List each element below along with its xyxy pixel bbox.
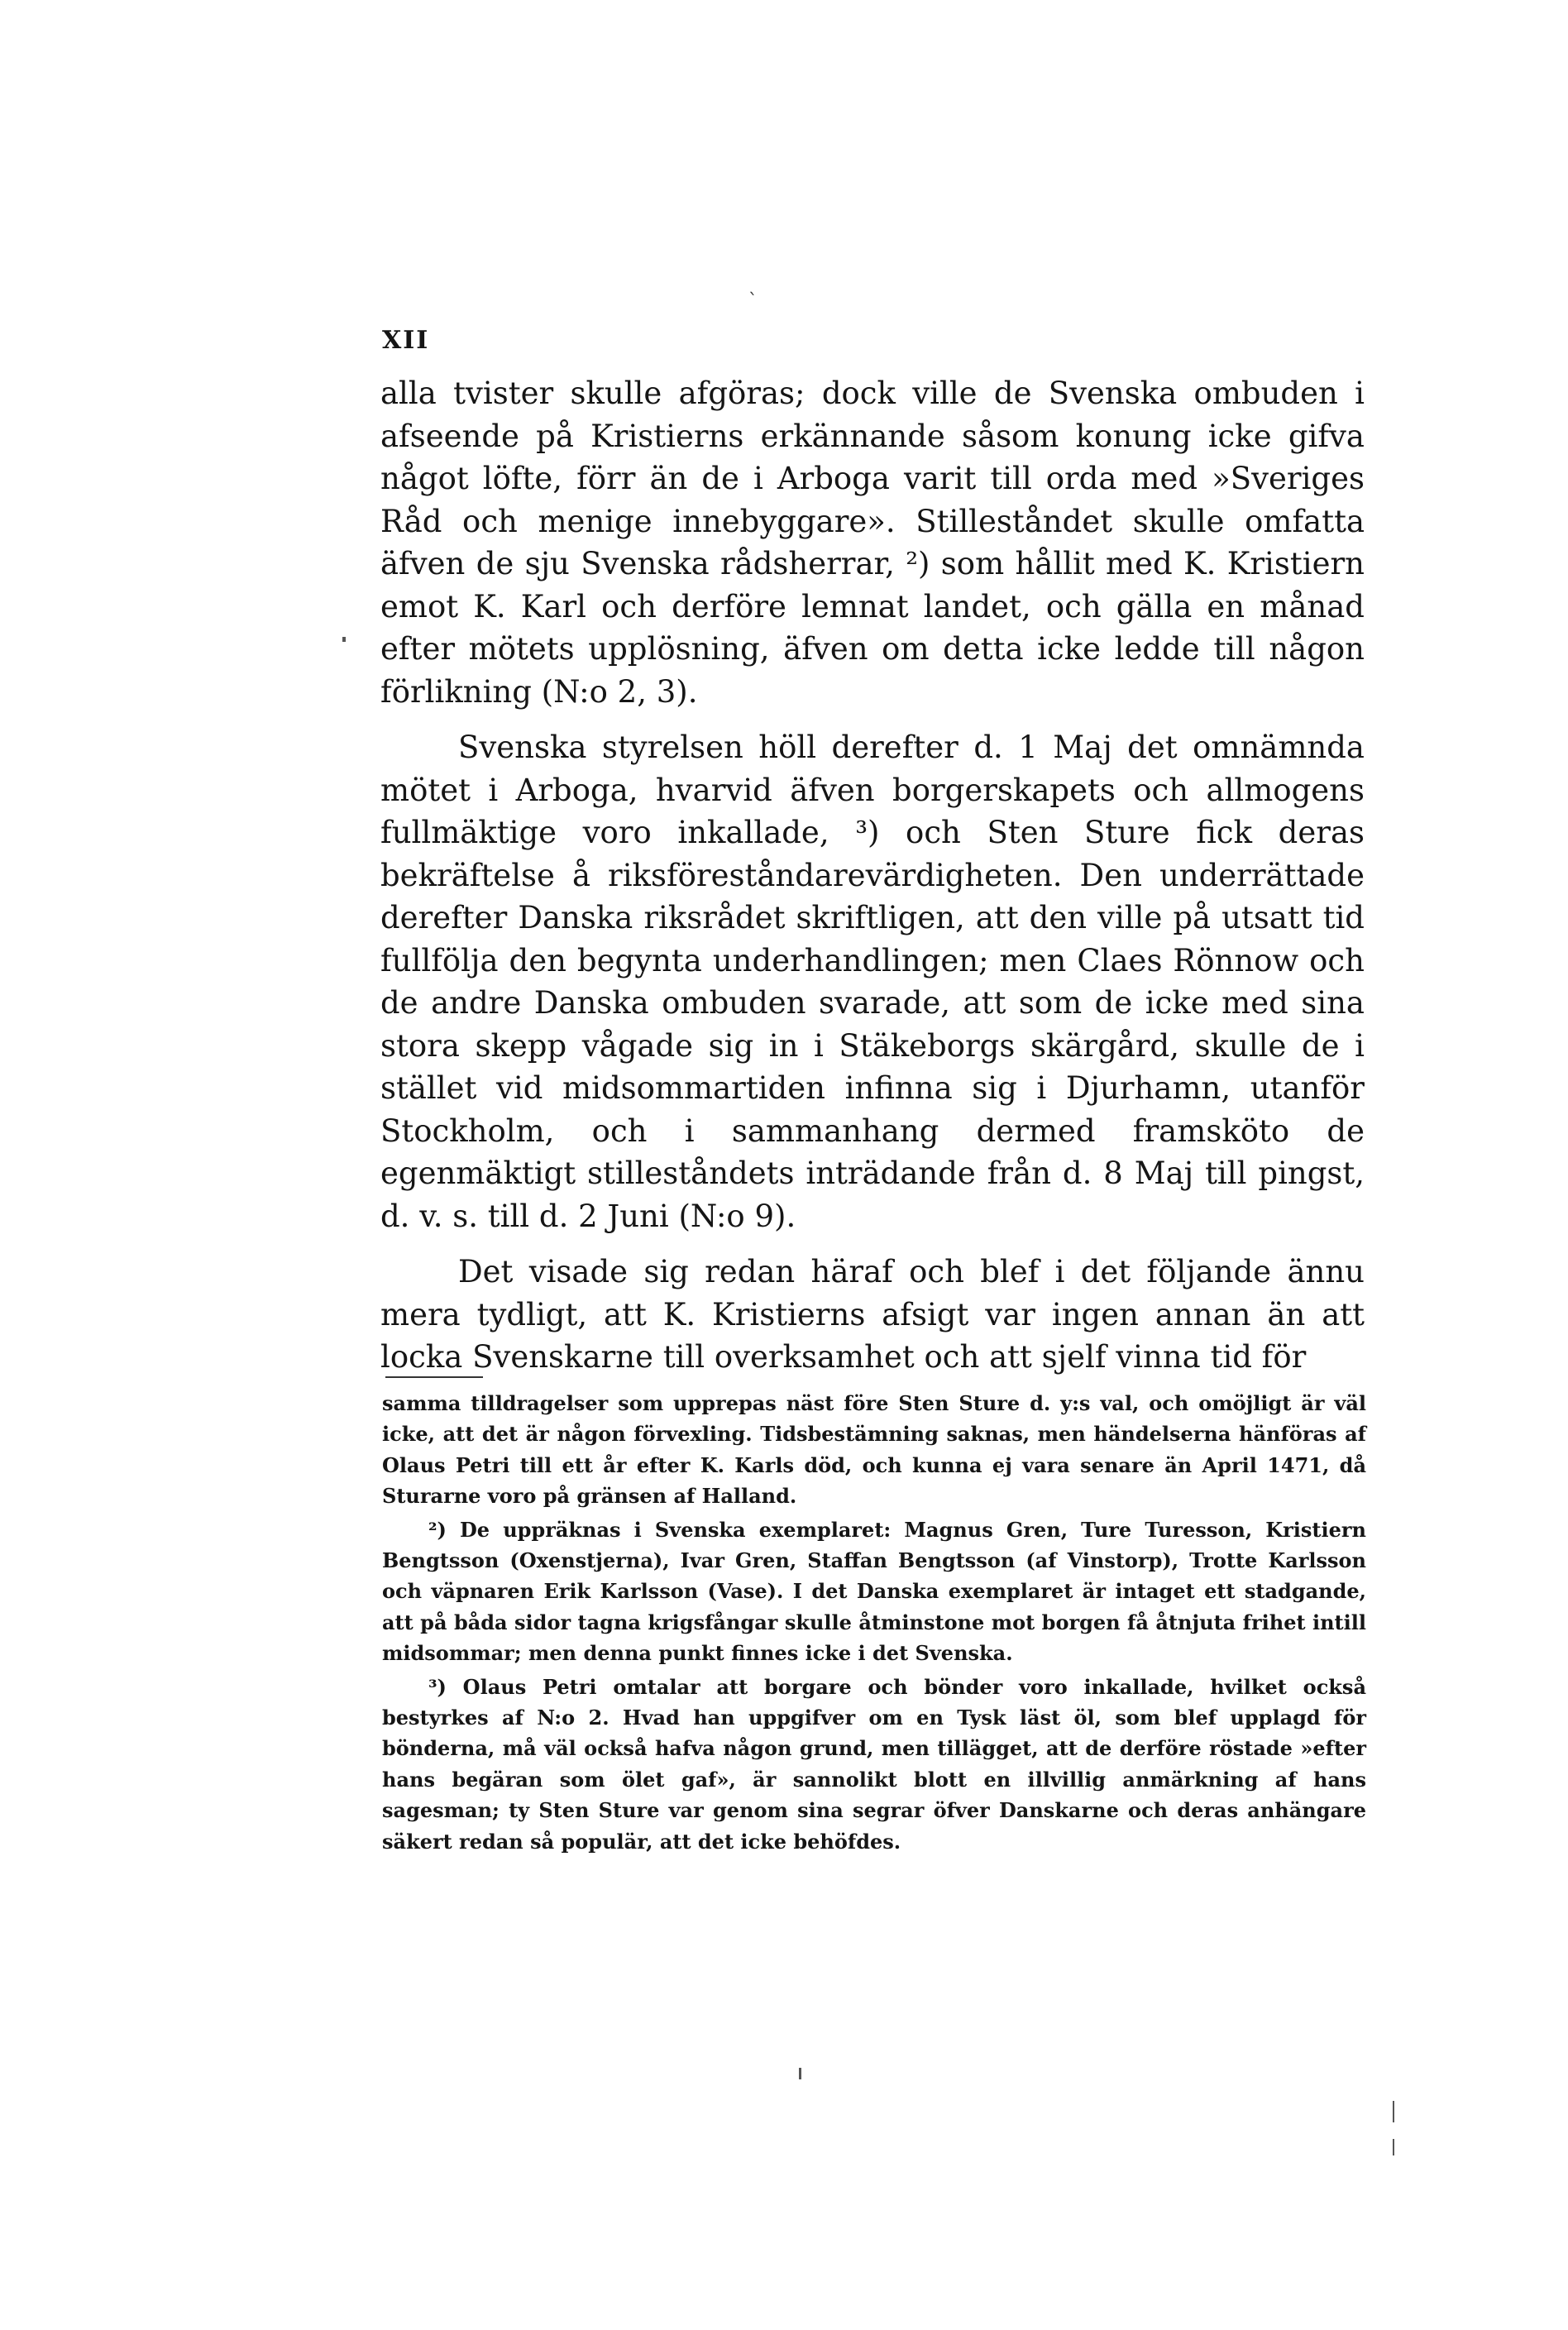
main-text xyxy=(380,372,1365,1379)
margin-speck xyxy=(799,2068,801,2079)
page-number: XII xyxy=(382,326,430,355)
footnote-3: ³) Olaus Petri omtalar att borgare och bönder voro inkallade, hvilket också bestyrkes af N:o 2. Hvad han uppgifver om en Tysk läst öl, som blef upplagd för bönderna, må väl också hafva någon grund, men tillägget, att de derföre röstade »efter hans begäran som ölet gaf», är sannolikt blott en illvillig anmärkning af hans sagesman; ty Sten Sture var genom sina segrar öfver Danskarne och deras anhängare säkert redan så populär, att det icke behöfdes. xyxy=(382,1674,1366,1854)
paragraph-3: Det visade sig redan häraf och blef i det följande ännu mera tydligt, att K. Kristierns afsigt var ingen annan än att locka Svenskarne till overksamhet och att sjelf vinna tid för xyxy=(380,1254,1365,1375)
paragraph-2: Svenska styrelsen höll derefter d. 1 Maj det omnämnda mötet i Arboga, hvarvid äfven borgerskapets och allmogens fullmäktige voro inkallade, ³) och Sten Sture fick deras bekräftelse å riksföreståndarevärdigheten. Den underrättade derefter Danska riksrådet skriftligen, att den ville på utsatt tid fullfölja den begynta underhandlingen; men Claes Rönnow och de andre Danska ombuden svarade, att som de icke med sina stora skepp vågade sig in i Stäkeborgs skärgård, skulle de i stället vid midsommartiden infinna sig i Djurhamn, utanför Stockholm, och i sammanhang dermed framsköto de egenmäktigt stilleståndets inträdande från d. 8 Maj till pingst, d. v. s. till d. 2 Juni (N:o 9). xyxy=(380,730,1365,1234)
footnote-2: ²) De uppräknas i Svenska exemplaret: Magnus Gren, Ture Turesson, Kristiern Bengtsson (Oxenstjerna), Ivar Gren, Staffan Bengtsson (af Vinstorp), Trotte Karlsson och väpnaren Erik Karlsson (Vase). I det Danska exemplaret är intaget ett stadgande, att på båda sidor tagna krigsfångar skulle åtminstone mot borgen få åtnjuta frihet intill midsommar; men denna punkt finnes icke i det Svenska. xyxy=(382,1517,1366,1666)
footnote-continuation: samma tilldragelser som upprepas näst före Sten Sture d. y:s val, och omöjligt är väl icke, att det är någon förvexling. Tidsbestämning saknas, men händelserna hänföras af Olaus Petri till ett år efter K. Karls död, och kunna ej vara senare än April 1471, då Sturarne voro på gränsen af Halland. xyxy=(382,1391,1366,1509)
footnote-separator xyxy=(385,1376,483,1378)
margin-speck xyxy=(342,637,346,642)
paragraph-1: alla tvister skulle afgöras; dock ville de Svenska ombuden i afseende på Kristierns erkännande såsom konung icke gifva något löfte, förr än de i Arboga varit till orda med »Sveriges Råd och menige innebyggare». Stilleståndet skulle omfatta äfven de sju Svenska rådsherrar, ²) som hållit med K. Kristiern emot K. Karl och derföre lemnat landet, och gälla en månad efter mötets upplösning, äfven om detta icke ledde till någon förlikning (N:o 2, 3). xyxy=(380,376,1365,710)
footnotes xyxy=(382,1388,1366,1857)
margin-speck xyxy=(1393,2139,1394,2155)
print-mark: ˋ xyxy=(748,291,758,312)
margin-speck xyxy=(1393,2101,1394,2122)
